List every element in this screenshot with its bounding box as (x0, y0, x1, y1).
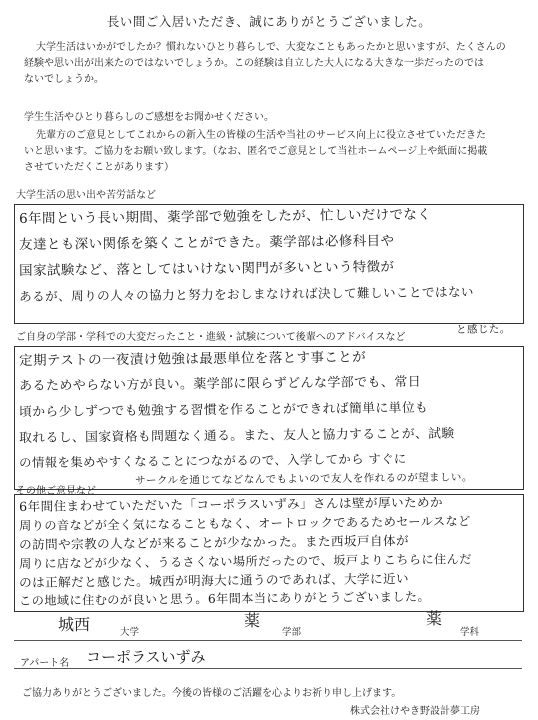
request-line-1: 先輩方のご意見としてこれからの新入生の皆様の生活や当社のサービス向上に役立させていただきた (36, 130, 486, 141)
section3-label: その他ご意見など (16, 486, 96, 497)
request-line-3: させていただくことがあります） (24, 162, 174, 173)
intro-line-2: 経験や思い出が出来たのではないでしょうか。この経験は自立した大人になる大きな一歩だったのでは (24, 58, 484, 69)
request-heading: 学生生活やひとり暮らしのご感想をお聞かせください。 (24, 112, 274, 123)
section3-answer-box (14, 494, 524, 612)
section1-line-2: 友達とも深い関係を築くことができた。薬学部は必修科目や (19, 233, 395, 253)
affiliation-underline (14, 640, 522, 641)
section3-line-3: の訪問や宗教の人などが来ることが少なかった。また西坂戸自体が (19, 532, 409, 552)
intro-line-3: ないでしょうか。 (24, 74, 104, 85)
section2-answer-box (14, 346, 524, 490)
footer-thanks: ご協力ありがとうございました。今後の皆様のご活躍を心よりお祈り申し上げます。 (22, 688, 402, 699)
section2-line-3: 頃から少しずつでも勉強する習慣を作ることができれば簡単に単位も (19, 400, 429, 420)
apartment-value: コーポラスいずみ (86, 648, 206, 666)
university-label: 大学 (120, 627, 140, 638)
section2-small-note: サークルを通じてなどなんでもよいので友人を作れるのが望ましい。 (135, 471, 473, 487)
section2-line-5: の情報を集めやすくなることにつながるので、入学してから すぐに (19, 450, 407, 470)
section3-line-4: 周りに店などが少なく、うるさくない場所だったので、坂戸よりこちらに住んだ (19, 552, 472, 571)
apartment-label: アパート名 (20, 658, 70, 669)
apartment-underline (14, 668, 522, 669)
section1-tail: と感じた。 (456, 323, 511, 336)
department-label: 学科 (460, 627, 480, 638)
section2-line-2: あるためやらない方が良い。薬学部に限らずどんな学部でも、常日 (19, 374, 422, 394)
department-value: 薬 (426, 609, 443, 628)
page-title: 長い間ご入居いただき、誠にありがとうございました。 (106, 14, 432, 29)
section1-label: 大学生活の思い出や苦労話など (16, 190, 156, 201)
intro-line-1: 大学生活はいかがでしたか？慣れないひとり暮らしで、大変なこともあったかと思いますが、たくさんの (36, 42, 506, 53)
section3-line-6: この地域に住むのが良いと思う。6年間本当にありがとうございました。 (19, 589, 431, 608)
section3-line-2: 周りの音などが全く気になることもなく、オートロックであるためセールスなど (19, 514, 471, 533)
section1-line-4: あるが、周りの人々の協力と努力をおしまなければ決して難しいことではない (19, 284, 474, 304)
section2-line-1: 定期テストの一夜漬け勉強は最悪単位を落とす事ことが (19, 349, 367, 369)
section2-label: ご自身の学部・学科での大変だったこと・進級・試験について後輩へのアドバイスなど (16, 332, 406, 343)
request-line-2: いと思います。ご協力をお願い致します。（なお、匿名でご意見として当社ホームページ上や紙面に掲載 (24, 146, 488, 157)
university-value: 城西 (58, 615, 91, 634)
section1-answer-box (14, 204, 524, 324)
faculty-value: 薬 (244, 611, 261, 630)
section1-line-1: 6年間という長い期間、薬学部で勉強をしたが、忙しいだけでなく (19, 206, 432, 227)
section1-line-3: 国家試験など、落としてはいけない関門が多いという特徴が (19, 259, 395, 279)
section3-line-1: 6年間住まわせていただいた「コーポラスいずみ」さんは壁が厚いためか (19, 494, 444, 514)
company-name: 株式会社けやき野設計夢工房 (350, 706, 480, 717)
section2-line-4: 取れるし、国家資格も問題なく通る。また、友人と協力することが、試験 (19, 426, 455, 446)
section3-line-5: のは正解だと感じた。城西が明海大に通うのであれば、大学に近い (19, 570, 409, 590)
faculty-label: 学部 (282, 627, 302, 638)
